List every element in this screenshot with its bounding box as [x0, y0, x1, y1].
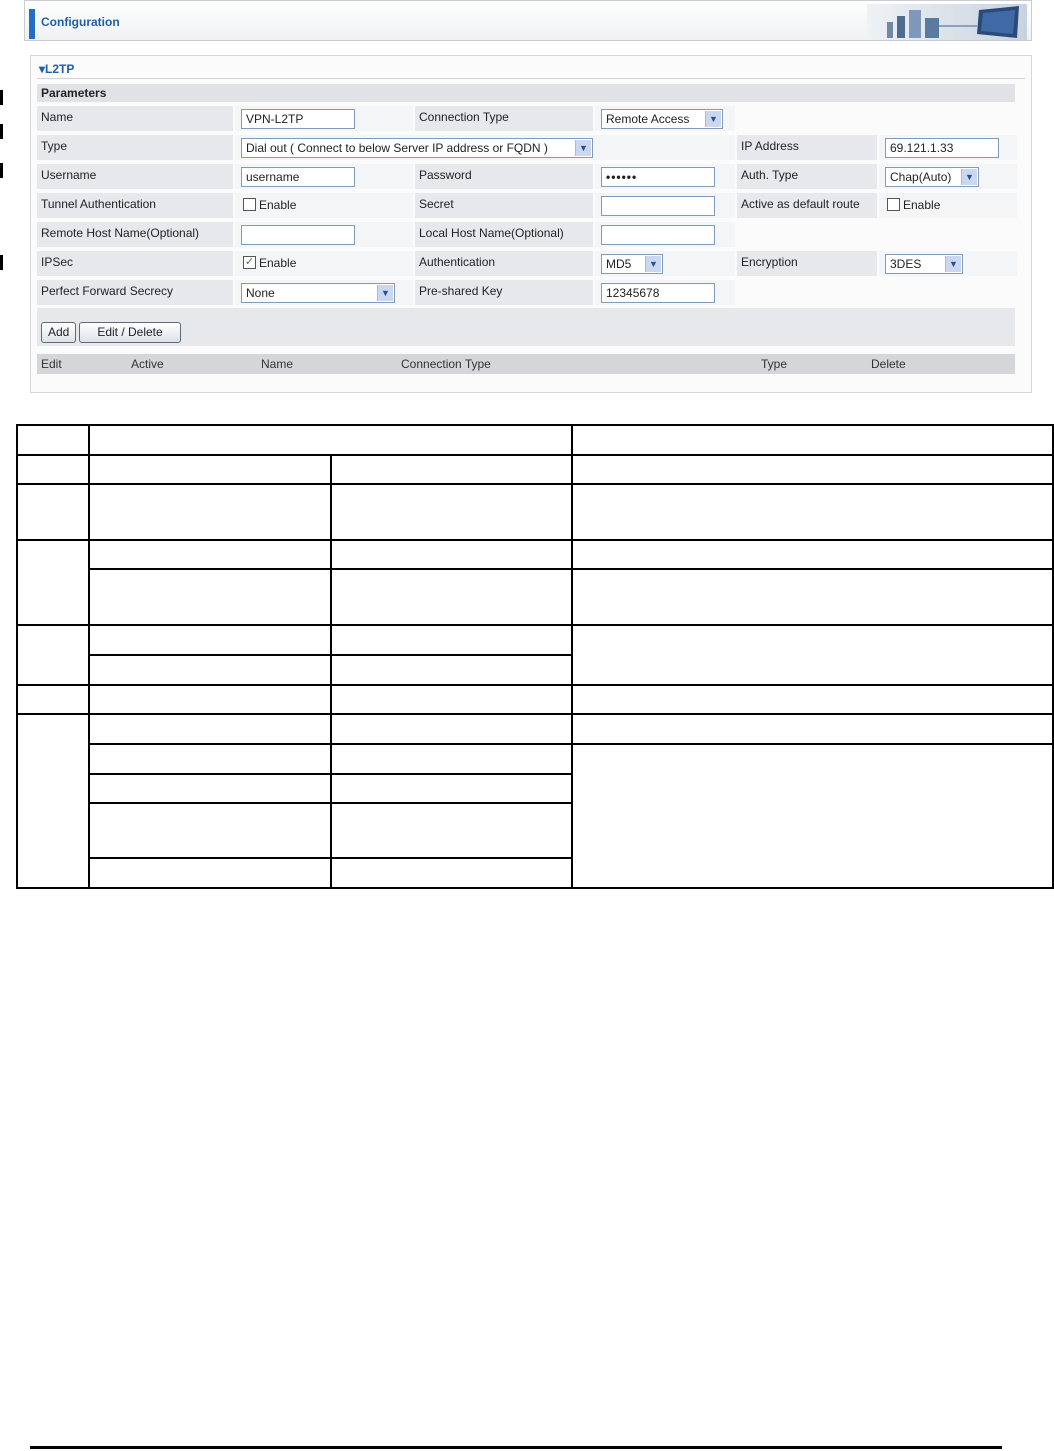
encryption-cell: [879, 251, 1017, 276]
add-button[interactable]: Add: [41, 322, 76, 343]
column-name: Name: [261, 357, 294, 371]
row-host-names: [37, 221, 1015, 248]
column-active: Active: [131, 357, 164, 371]
column-connection-type: Connection Type: [401, 357, 491, 371]
parameters-bar: [37, 84, 1015, 102]
page-title: Configuration: [41, 15, 120, 29]
password-cell: [595, 164, 735, 189]
action-bar: [37, 308, 1015, 346]
row-username: [37, 163, 1015, 190]
psk-input[interactable]: [601, 283, 715, 303]
ipsec-enable-label: Enable: [259, 256, 297, 270]
row-name: [37, 105, 1015, 132]
pfs-label: Perfect Forward Secrecy: [37, 280, 233, 305]
auth-type-cell: [879, 164, 1017, 189]
local-host-cell: [595, 222, 735, 247]
chevron-down-icon: ▼: [705, 111, 721, 127]
ip-address-label: IP Address: [737, 135, 877, 160]
pfs-cell: [235, 280, 413, 305]
type-cell: [235, 135, 735, 160]
tunnel-auth-enable-label: Enable: [259, 198, 297, 212]
pfs-value: None: [246, 286, 275, 300]
chevron-down-icon: ▼: [945, 256, 961, 272]
authentication-cell: [595, 251, 735, 276]
column-delete: Delete: [871, 357, 906, 371]
connection-type-select[interactable]: [601, 109, 723, 129]
connection-list-header: [37, 354, 1015, 374]
remote-host-cell: [235, 222, 413, 247]
authentication-label: Authentication: [415, 251, 593, 276]
name-label: Name: [37, 106, 233, 131]
authentication-value: MD5: [606, 257, 632, 271]
table-row-divider: [88, 857, 573, 859]
encryption-label: Encryption: [737, 251, 877, 276]
row-ipsec: [37, 250, 1015, 277]
username-label: Username: [37, 164, 233, 189]
connection-type-value: Remote Access: [606, 112, 690, 126]
auth-type-label: Auth. Type: [737, 164, 877, 189]
authentication-select[interactable]: [601, 254, 663, 274]
row-tunnel-auth: [37, 192, 1015, 219]
remote-host-label: Remote Host Name(Optional): [37, 222, 233, 247]
default-route-label: Active as default route: [737, 193, 877, 218]
parameters-heading: Parameters: [41, 86, 107, 100]
row-pfs: [37, 279, 1015, 306]
connection-type-label: Connection Type: [415, 106, 593, 131]
default-route-checkbox[interactable]: [887, 198, 900, 211]
chevron-down-icon: ▼: [575, 140, 591, 156]
table-row-divider: [18, 483, 1052, 485]
edit-delete-button[interactable]: Edit / Delete: [79, 322, 181, 343]
password-label: Password: [415, 164, 593, 189]
local-host-label: Local Host Name(Optional): [415, 222, 593, 247]
type-label: Type: [37, 135, 233, 160]
ip-address-cell: [879, 135, 1017, 160]
secret-input[interactable]: [601, 196, 715, 216]
table-row-divider: [18, 454, 1052, 456]
table-row-divider: [18, 713, 1052, 715]
table-row-divider: [88, 568, 1052, 570]
column-type: Type: [761, 357, 788, 371]
name-input[interactable]: [241, 109, 355, 129]
section-divider: [37, 78, 1025, 79]
table-row-divider: [88, 743, 1052, 745]
password-input[interactable]: [601, 167, 715, 187]
encryption-select[interactable]: [885, 254, 963, 274]
footer-rule: [30, 1446, 1002, 1449]
description-table: [16, 424, 1054, 889]
column-edit: Edit: [41, 357, 62, 371]
table-row-divider: [88, 802, 573, 804]
table-row-divider: [18, 624, 1052, 626]
table-row-divider: [88, 773, 573, 775]
ipsec-checkbox[interactable]: [243, 256, 256, 269]
checkmark-icon: ✓: [244, 256, 255, 268]
ipsec-cell: [235, 251, 413, 276]
ipsec-label: IPSec: [37, 251, 233, 276]
header-accent-bar: [29, 9, 35, 39]
remote-host-input[interactable]: [241, 225, 355, 245]
pfs-select[interactable]: [241, 283, 395, 303]
username-cell: [235, 164, 413, 189]
psk-label: Pre-shared Key: [415, 280, 593, 305]
table-col-divider: [88, 426, 90, 887]
table-row-divider: [18, 684, 1052, 686]
auth-type-value: Chap(Auto): [890, 170, 952, 184]
ip-address-input[interactable]: [885, 138, 999, 158]
l2tp-panel: [30, 55, 1032, 393]
l2tp-section-toggle[interactable]: ▾L2TP: [39, 62, 75, 76]
connection-type-cell: [595, 106, 735, 131]
local-host-input[interactable]: [601, 225, 715, 245]
name-cell: [235, 106, 413, 131]
table-col-divider: [330, 454, 332, 887]
chevron-down-icon: ▼: [645, 256, 661, 272]
config-header: [24, 0, 1032, 41]
username-input[interactable]: [241, 167, 355, 187]
chevron-down-icon: ▼: [377, 285, 393, 301]
type-value: Dial out ( Connect to below Server IP address or FQDN ): [246, 141, 548, 155]
encryption-value: 3DES: [890, 257, 922, 271]
header-network-art-icon: [867, 4, 1027, 40]
default-route-cell: [879, 193, 1017, 218]
chevron-down-icon: ▼: [961, 169, 977, 185]
secret-cell: [595, 193, 735, 218]
type-select[interactable]: [241, 138, 593, 158]
row-type: [37, 134, 1015, 161]
auth-type-select[interactable]: [885, 167, 979, 187]
tunnel-auth-checkbox[interactable]: [243, 198, 256, 211]
secret-label: Secret: [415, 193, 593, 218]
table-row-divider: [88, 654, 573, 656]
psk-cell: [595, 280, 735, 305]
default-route-enable-label: Enable: [903, 198, 941, 212]
tunnel-auth-label: Tunnel Authentication: [37, 193, 233, 218]
table-row-divider: [18, 539, 1052, 541]
table-col-divider: [571, 426, 573, 887]
tunnel-auth-cell: [235, 193, 413, 218]
